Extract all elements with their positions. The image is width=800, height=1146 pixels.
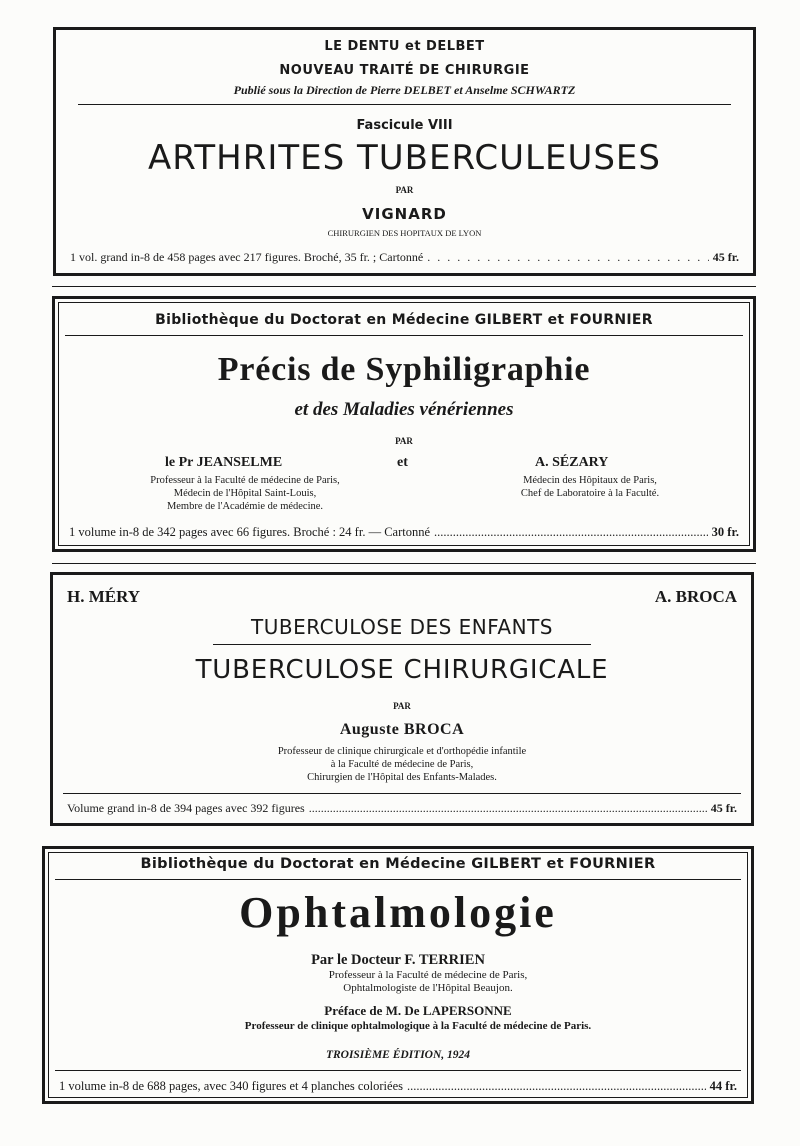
ad1-fascicle: Fascicule VIII [356,118,453,133]
ad4-title: Ophtalmologie [239,888,557,937]
ad3-title2: TUBERCULOSE CHIRURGICALE [195,655,609,685]
ad2-library: Bibliothèque du Doctorat en Médecine GILBERT et FOURNIER [155,312,653,328]
ad3-author-line: Chirurgien de l'Hôpital des Enfants-Malades. [307,772,497,783]
ad3-author-line: à la Faculté de médecine de Paris, [330,759,474,770]
ad-arthrites [53,27,756,276]
ad2-author2: A. SÉZARY [535,455,609,470]
ad1-volume: 1 vol. grand in-8 de 458 pages avec 217 figures. Broché, 35 fr. ; Cartonné [70,250,424,264]
ad-tuberculose [50,572,754,826]
ad3-price-line [67,801,737,816]
ad3-author-right: A. BROCA [654,587,737,606]
ad2-rule [65,335,743,336]
ad3-affiliation [53,745,751,784]
ad1-author: VIGNARD [362,205,447,223]
ad2-author1-line: Membre de l'Académie de médecine. [166,501,324,512]
ad4-bottom-rule [55,1070,741,1071]
ad3-bottom-rule [63,793,741,794]
ad2-author2-line: Chef de Laboratoire à la Faculté. [520,488,660,499]
ad2-author1-line: Professeur à la Faculté de médecine de Paris, [150,475,340,486]
ad-syphiligraphie [52,296,756,552]
ad2-author2-affiliation [475,474,705,500]
ad2-author1-line: Médecin de l'Hôpital Saint-Louis, [173,488,317,499]
separator-2 [52,563,756,564]
ad2-price: 30 fr. [711,525,739,539]
ad1-series: NOUVEAU TRAITÉ DE CHIRURGIE [279,63,530,78]
ad1-title: ARTHRITES TUBERCULEUSES [147,138,661,178]
ad4-affiliation [105,969,751,995]
ad4-preface-line: Professeur de clinique ophtalmologique à la Faculté de médecine de Paris. [244,1020,592,1032]
ad2-conj: et [397,455,408,470]
ad1-authors: LE DENTU et DELBET [324,39,485,54]
ad2-volume: 1 volume in-8 de 342 pages avec 66 figures. Broché : 24 fr. — Cartonné [69,525,431,539]
ad2-author2-line: Médecin des Hôpitaux de Paris, [523,475,657,486]
ad2-title: Précis de Syphiligraphie [217,351,591,388]
ad4-price: 44 fr. [709,1079,737,1093]
ad2-price-line [69,525,739,540]
ad4-rule [55,879,741,880]
ad2-par: PAR [395,436,413,446]
ad3-par: PAR [393,701,411,711]
ad4-edition: TROISIÈME ÉDITION, 1924 [325,1049,471,1061]
ad1-par: PAR [395,185,414,195]
ad1-price: 45 fr. [712,250,739,264]
ad4-author-line: Professeur à la Faculté de médecine de Paris, [328,969,528,981]
ad-ophtalmologie [42,846,754,1104]
ad2-author1-affiliation [95,474,395,513]
ad1-direction: Publié sous la Direction de Pierre DELBET et Anselme SCHWARTZ [233,83,576,97]
ad4-volume: 1 volume in-8 de 688 pages, avec 340 figures et 4 planches coloriées [59,1079,403,1093]
ad3-leader [309,801,707,816]
ad4-author: Par le Docteur F. TERRIEN [311,952,485,968]
ad4-preface: Préface de M. De LAPERSONNE [324,1003,512,1018]
ad1-leader [427,250,709,265]
ad3-author-left: H. MÉRY [67,587,141,606]
ad1-rule [78,104,731,105]
ad3-volume: Volume grand in-8 de 394 pages avec 392 figures [67,801,305,815]
ad3-author: Auguste BROCA [339,721,465,738]
ad4-leader [407,1079,706,1094]
ad1-author-role: CHIRURGIEN DES HOPITAUX DE LYON [327,228,482,238]
ad2-leader [434,525,708,540]
ad3-rule [213,644,591,645]
ad3-author-line: Professeur de clinique chirurgicale et d'orthopédie infantile [277,746,527,757]
ad3-title1: TUBERCULOSE DES ENFANTS [251,615,553,639]
ad4-price-line [59,1079,737,1094]
ad2-author1: le Pr JEANSELME [165,455,283,470]
separator-1 [52,286,756,287]
ad3-price: 45 fr. [710,801,737,815]
ad4-library: Bibliothèque du Doctorat en Médecine GILBERT et FOURNIER [140,856,656,872]
ad2-subtitle: et des Maladies vénériennes [294,399,514,420]
ad1-price-line [70,250,739,265]
ad4-author-line: Ophtalmologiste de l'Hôpital Beaujon. [343,982,513,994]
